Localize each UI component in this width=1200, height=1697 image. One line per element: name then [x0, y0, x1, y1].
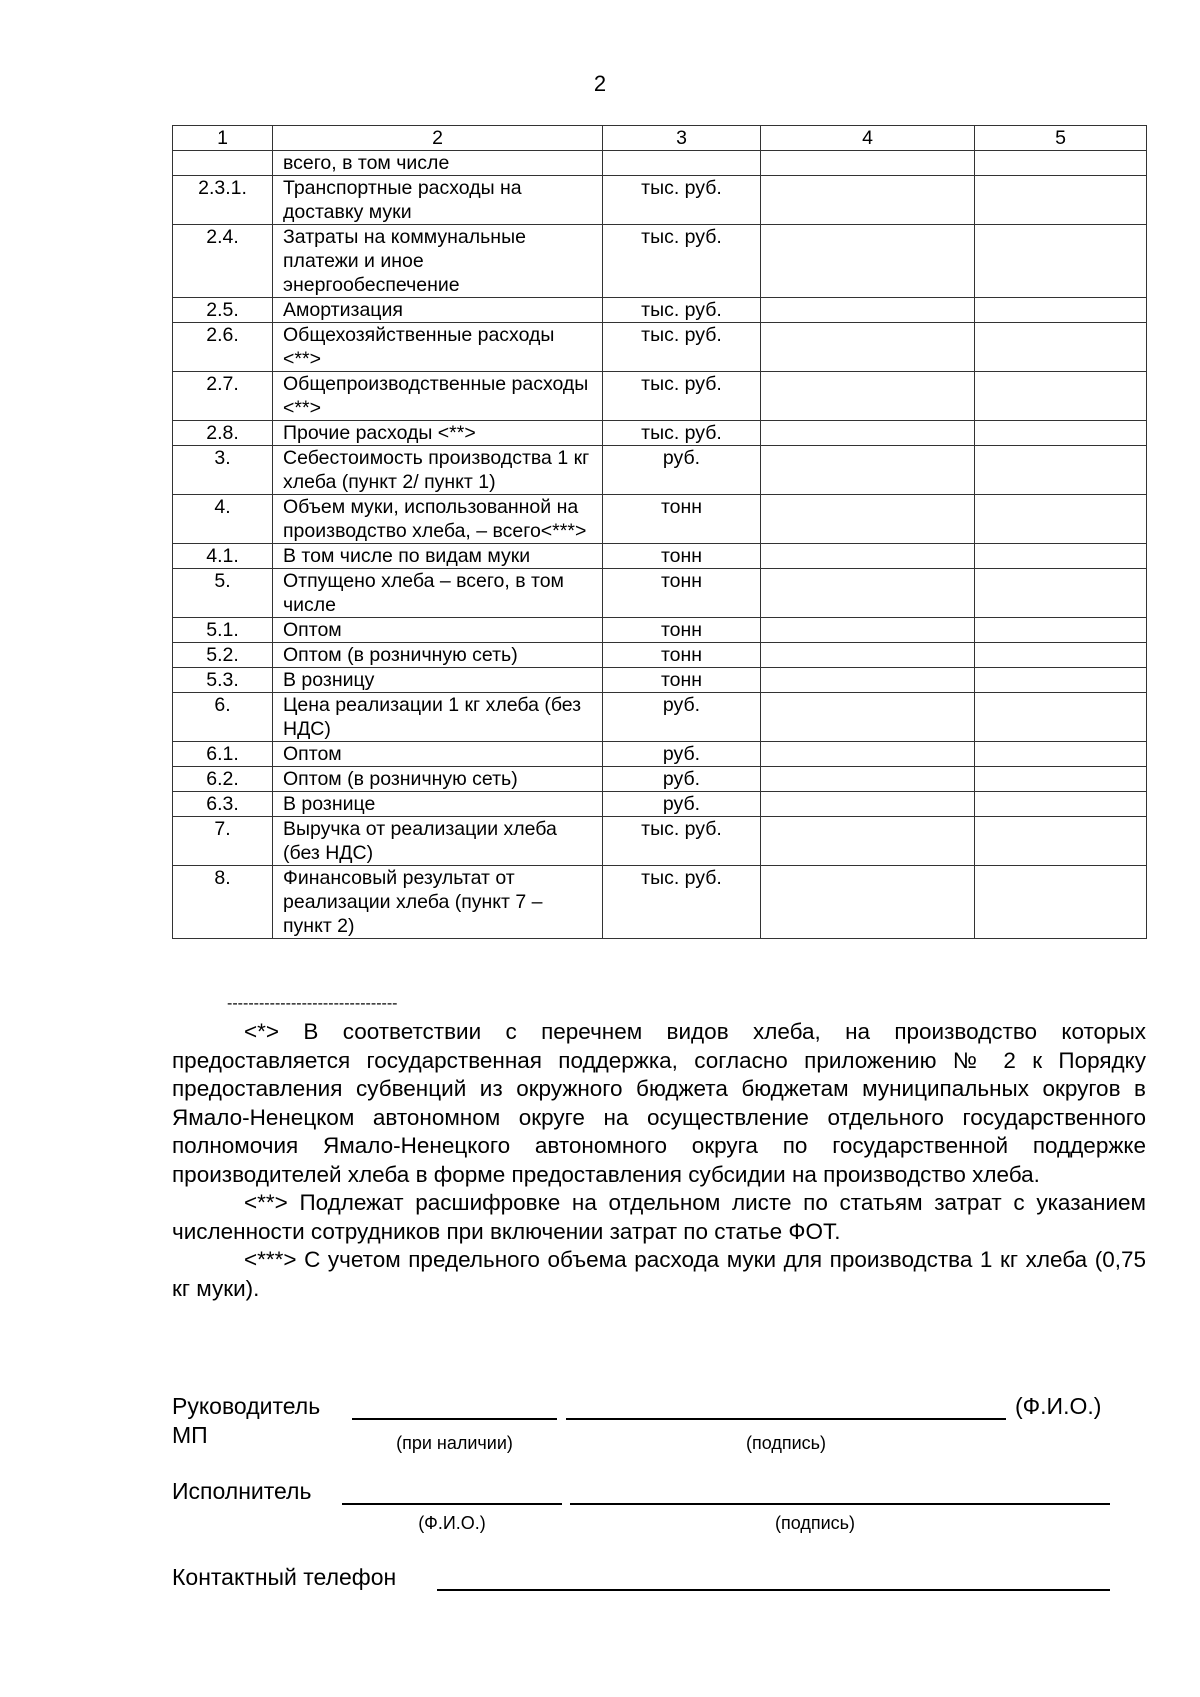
row-number-cell: 5.: [173, 569, 273, 618]
table-row: [173, 495, 1147, 544]
row-value-cell[interactable]: [975, 176, 1147, 225]
executor-signature-caption: (подпись): [774, 1513, 856, 1533]
row-value-cell[interactable]: [761, 866, 975, 939]
row-unit-cell: руб.: [603, 792, 761, 817]
row-value-cell[interactable]: [761, 742, 975, 767]
row-value-cell[interactable]: [761, 151, 975, 176]
row-name-cell: Оптом: [273, 618, 603, 643]
row-name-cell: Оптом (в розничную сеть): [273, 767, 603, 792]
row-number-cell: 2.6.: [173, 323, 273, 372]
row-unit-cell: тонн: [603, 618, 761, 643]
row-number-cell: 6.1.: [173, 742, 273, 767]
head-signature-line[interactable]: [566, 1418, 1006, 1420]
header-cell: 4: [761, 126, 975, 151]
fio-caption: (Ф.И.О.): [418, 1513, 486, 1533]
row-unit-cell: тонн: [603, 569, 761, 618]
table-row: [173, 618, 1147, 643]
row-unit-cell: тонн: [603, 495, 761, 544]
row-name-cell: Оптом: [273, 742, 603, 767]
table-row: [173, 693, 1147, 742]
row-value-cell[interactable]: [761, 372, 975, 421]
row-unit-cell: тыс. руб.: [603, 817, 761, 866]
row-number-cell: 2.4.: [173, 225, 273, 298]
head-line-if-any[interactable]: [352, 1418, 557, 1420]
row-value-cell[interactable]: [761, 446, 975, 495]
row-unit-cell: руб.: [603, 446, 761, 495]
row-number-cell: 8.: [173, 866, 273, 939]
row-unit-cell: тыс. руб.: [603, 298, 761, 323]
executor-fio-line[interactable]: [342, 1503, 562, 1505]
report-table-body: [173, 126, 1147, 939]
table-row: [173, 176, 1147, 225]
signature-caption: (подпись): [745, 1433, 827, 1453]
report-table: [172, 125, 1147, 939]
row-name-cell: Общепроизводственные расходы <**>: [273, 372, 603, 421]
row-value-cell[interactable]: [975, 151, 1147, 176]
row-value-cell[interactable]: [761, 792, 975, 817]
row-number-cell: 2.5.: [173, 298, 273, 323]
footnote: <**> Подлежат расшифровке на отдельном листе по статьям затрат с указанием численности сотрудников при включении затрат по статье ФОТ.: [172, 1190, 1146, 1244]
row-name-cell: Цена реализации 1 кг хлеба (без НДС): [273, 693, 603, 742]
footnote: <***> С учетом предельного объема расхода муки для производства 1 кг хлеба (0,75 кг муки).: [172, 1247, 1146, 1301]
table-row: [173, 643, 1147, 668]
table-row: [173, 298, 1147, 323]
row-value-cell[interactable]: [761, 569, 975, 618]
row-value-cell[interactable]: [975, 866, 1147, 939]
row-value-cell[interactable]: [761, 618, 975, 643]
row-value-cell[interactable]: [761, 421, 975, 446]
row-value-cell[interactable]: [975, 742, 1147, 767]
row-number-cell: 5.3.: [173, 668, 273, 693]
row-value-cell[interactable]: [975, 298, 1147, 323]
row-unit-cell: тыс. руб.: [603, 176, 761, 225]
row-value-cell[interactable]: [975, 495, 1147, 544]
row-unit-cell: тыс. руб.: [603, 372, 761, 421]
stamp-label: МП: [172, 1422, 208, 1448]
row-number-cell: [173, 151, 273, 176]
row-name-cell: Амортизация: [273, 298, 603, 323]
row-name-cell: Финансовый результат от реализации хлеба (пункт 7 – пункт 2): [273, 866, 603, 939]
row-name-cell: В том числе по видам муки: [273, 544, 603, 569]
row-name-cell: Объем муки, использованной на производство хлеба, – всего<***>: [273, 495, 603, 544]
row-value-cell[interactable]: [975, 618, 1147, 643]
table-row: [173, 225, 1147, 298]
row-value-cell[interactable]: [761, 767, 975, 792]
row-unit-cell: руб.: [603, 693, 761, 742]
row-value-cell[interactable]: [761, 544, 975, 569]
row-number-cell: 2.8.: [173, 421, 273, 446]
row-unit-cell: тонн: [603, 544, 761, 569]
row-value-cell[interactable]: [975, 446, 1147, 495]
row-value-cell[interactable]: [761, 323, 975, 372]
row-number-cell: 4.1.: [173, 544, 273, 569]
row-number-cell: 7.: [173, 817, 273, 866]
row-unit-cell: тонн: [603, 668, 761, 693]
row-unit-cell: тыс. руб.: [603, 421, 761, 446]
row-name-cell: Общехозяйственные расходы <**>: [273, 323, 603, 372]
row-value-cell[interactable]: [761, 495, 975, 544]
row-number-cell: 3.: [173, 446, 273, 495]
phone-line[interactable]: [437, 1589, 1110, 1591]
row-name-cell: Прочие расходы <**>: [273, 421, 603, 446]
footnote: <*> В соответствии с перечнем видов хлеба, на производство которых предоставляется государственная поддержка, согласно приложению № 2 к Порядку предоставления субвенций из окружного бюджета бюджетам муниципальных округов в Ямало-Ненецком автономном округе на осуществление отдельного государственного полномочия Ямало-Ненецкого автономного округа по государственной поддержке производителей хлеба в форме предоставления субсидии на производство хлеба.: [172, 1019, 1146, 1187]
row-number-cell: 5.1.: [173, 618, 273, 643]
head-label: Руководитель: [172, 1393, 321, 1419]
row-value-cell[interactable]: [761, 225, 975, 298]
table-row: [173, 421, 1147, 446]
row-unit-cell: руб.: [603, 742, 761, 767]
row-number-cell: 5.2.: [173, 643, 273, 668]
header-cell: 2: [273, 126, 603, 151]
row-number-cell: 6.: [173, 693, 273, 742]
row-name-cell: Затраты на коммунальные платежи и иное энергообеспечение: [273, 225, 603, 298]
table-row: [173, 866, 1147, 939]
row-number-cell: 4.: [173, 495, 273, 544]
row-value-cell[interactable]: [761, 176, 975, 225]
table-row: [173, 668, 1147, 693]
table-row: [173, 817, 1147, 866]
row-number-cell: 6.2.: [173, 767, 273, 792]
executor-signature-line[interactable]: [570, 1503, 1110, 1505]
row-name-cell: Оптом (в розничную сеть): [273, 643, 603, 668]
row-value-cell[interactable]: [761, 643, 975, 668]
table-row: [173, 151, 1147, 176]
row-unit-cell: тонн: [603, 643, 761, 668]
head-fio: (Ф.И.О.): [1015, 1393, 1102, 1419]
row-value-cell[interactable]: [975, 323, 1147, 372]
row-value-cell[interactable]: [975, 792, 1147, 817]
row-value-cell[interactable]: [761, 693, 975, 742]
header-cell: 5: [975, 126, 1147, 151]
header-cell: 1: [173, 126, 273, 151]
row-name-cell: В рознице: [273, 792, 603, 817]
row-unit-cell: [603, 151, 761, 176]
row-value-cell[interactable]: [975, 643, 1147, 668]
row-name-cell: В розницу: [273, 668, 603, 693]
row-number-cell: 6.3.: [173, 792, 273, 817]
row-value-cell[interactable]: [761, 817, 975, 866]
row-value-cell[interactable]: [975, 372, 1147, 421]
if-any-caption: (при наличии): [396, 1433, 513, 1453]
row-value-cell[interactable]: [975, 421, 1147, 446]
table-row: [173, 742, 1147, 767]
row-value-cell[interactable]: [761, 298, 975, 323]
table-row: [173, 323, 1147, 372]
row-name-cell: Выручка от реализации хлеба (без НДС): [273, 817, 603, 866]
row-value-cell[interactable]: [975, 668, 1147, 693]
row-value-cell[interactable]: [761, 668, 975, 693]
row-unit-cell: руб.: [603, 767, 761, 792]
row-number-cell: 2.7.: [173, 372, 273, 421]
row-name-cell: Себестоимость производства 1 кг хлеба (пункт 2/ пункт 1): [273, 446, 603, 495]
phone-label: Контактный телефон: [172, 1564, 397, 1590]
row-name-cell: Отпущено хлеба – всего, в том числе: [273, 569, 603, 618]
row-value-cell[interactable]: [975, 767, 1147, 792]
table-row: [173, 446, 1147, 495]
table-header-row: [173, 126, 1147, 151]
row-unit-cell: тыс. руб.: [603, 225, 761, 298]
page-number: 2: [593, 71, 607, 96]
executor-label: Исполнитель: [172, 1478, 312, 1504]
row-value-cell[interactable]: [975, 693, 1147, 742]
row-value-cell[interactable]: [975, 225, 1147, 298]
row-value-cell[interactable]: [975, 817, 1147, 866]
row-unit-cell: тыс. руб.: [603, 866, 761, 939]
row-value-cell[interactable]: [975, 544, 1147, 569]
row-name-cell: всего, в том числе: [273, 151, 603, 176]
row-unit-cell: тыс. руб.: [603, 323, 761, 372]
table-row: [173, 792, 1147, 817]
table-row: [173, 544, 1147, 569]
row-number-cell: 2.3.1.: [173, 176, 273, 225]
table-row: [173, 569, 1147, 618]
footnote-separator: --------------------------------: [227, 995, 398, 1012]
table-row: [173, 372, 1147, 421]
footnotes: [172, 1018, 1146, 1303]
row-value-cell[interactable]: [975, 569, 1147, 618]
row-name-cell: Транспортные расходы на доставку муки: [273, 176, 603, 225]
table-row: [173, 767, 1147, 792]
header-cell: 3: [603, 126, 761, 151]
